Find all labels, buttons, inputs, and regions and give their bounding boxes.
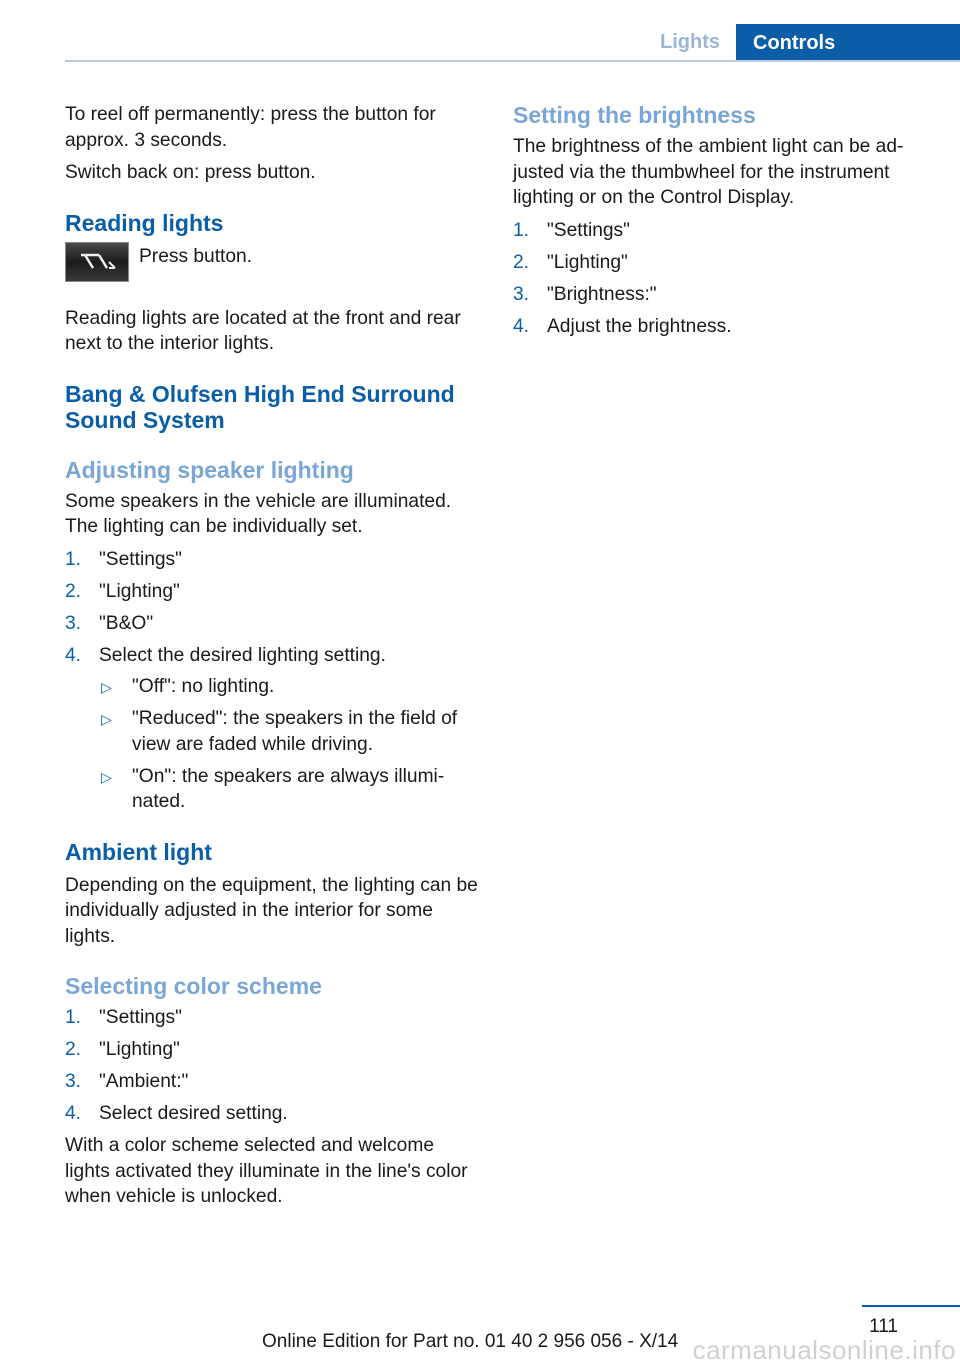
bullet-item: ▷ "Reduced": the speakers in the field of view are faded while driving. xyxy=(101,708,458,755)
heading-selecting-color-scheme: Selecting color scheme xyxy=(65,973,322,999)
list-item: 4. Select the desired lighting setting. ▷ "Off": no lighting. ▷ "Reduced": the speakers in the field of view are faded while driving. ▷ "On": the speakers are always illumi- nated. xyxy=(65,643,480,815)
reading-light-button-icon xyxy=(65,242,129,282)
heading-ambient-light: Ambient light xyxy=(65,838,212,865)
right-column xyxy=(513,102,928,346)
heading-setting-brightness: Setting the brightness xyxy=(513,102,756,128)
edition-text: Online Edition for Part no. 01 40 2 956 056 - X/14 xyxy=(262,1331,679,1352)
triangle-bullet-icon: ▷ xyxy=(101,711,112,727)
list-item: 2. "Lighting" xyxy=(65,1039,180,1060)
heading-reading-lights: Reading lights xyxy=(65,209,224,236)
color-steps-list xyxy=(65,1005,480,1127)
triangle-bullet-icon: ▷ xyxy=(101,679,112,695)
list-item: 1. "Settings" xyxy=(65,548,182,570)
list-item: 3. "Brightness:" xyxy=(513,283,657,305)
list-item: 3. "B&O" xyxy=(65,612,154,634)
footer-divider xyxy=(862,1305,960,1307)
paragraph-brightness-intro: The brightness of the ambient light can be ad- justed via the thumbwheel for the instrument lighting or on the Control Display. xyxy=(513,136,904,208)
triangle-bullet-icon: ▷ xyxy=(101,768,112,785)
list-item: 4. Adjust the brightness. xyxy=(513,315,732,337)
brightness-steps-list xyxy=(513,218,928,340)
watermark: carmanualsonline.info xyxy=(692,1335,956,1365)
list-item: 1. "Settings" xyxy=(65,1007,182,1028)
page-header xyxy=(0,0,960,62)
speaker-steps-list xyxy=(65,547,480,815)
left-column xyxy=(65,102,480,1217)
reading-lights-action: Press button. xyxy=(139,245,253,267)
paragraph-ambient-intro: Depending on the equipment, the lighting can be individually adjusted in the interior for some lights. xyxy=(65,874,478,947)
header-divider xyxy=(65,60,960,62)
bullet-item: ▷ "On": the speakers are always illumi- nated. xyxy=(101,765,445,812)
list-item: 2. "Lighting" xyxy=(513,251,628,273)
bullet-item: ▷ "Off": no lighting. xyxy=(99,674,480,700)
paragraph-color-note: With a color scheme selected and welcome lights activated they illuminate in the line's color when vehicle is unlocked. xyxy=(65,1135,468,1207)
paragraph-reel-off: To reel off permanently: press the button for approx. 3 seconds. xyxy=(65,104,436,151)
paragraph-reading-location: Reading lights are located at the front and rear next to the interior lights. xyxy=(65,307,461,354)
heading-adjusting-speaker-lighting: Adjusting speaker lighting xyxy=(65,456,354,483)
list-item: 1. "Settings" xyxy=(513,219,630,241)
paragraph-switch-on: Switch back on: press button. xyxy=(65,162,316,183)
section-tab-lights: Lights xyxy=(660,31,720,53)
list-item: 4. Select desired setting. xyxy=(65,1103,288,1124)
reading-lights-instruction xyxy=(65,244,480,282)
paragraph-speaker-intro: Some speakers in the vehicle are illuminated. The lighting can be individually set. xyxy=(65,490,452,537)
speaker-options-list xyxy=(99,674,480,815)
list-item: 3. "Ambient:" xyxy=(65,1071,189,1092)
page-number: 111 xyxy=(869,1316,898,1337)
heading-bang-olufsen: Bang & Olufsen High End Surround Sound System xyxy=(65,380,455,433)
list-item: 2. "Lighting" xyxy=(65,580,180,602)
chapter-tab-controls: Controls xyxy=(736,24,960,62)
